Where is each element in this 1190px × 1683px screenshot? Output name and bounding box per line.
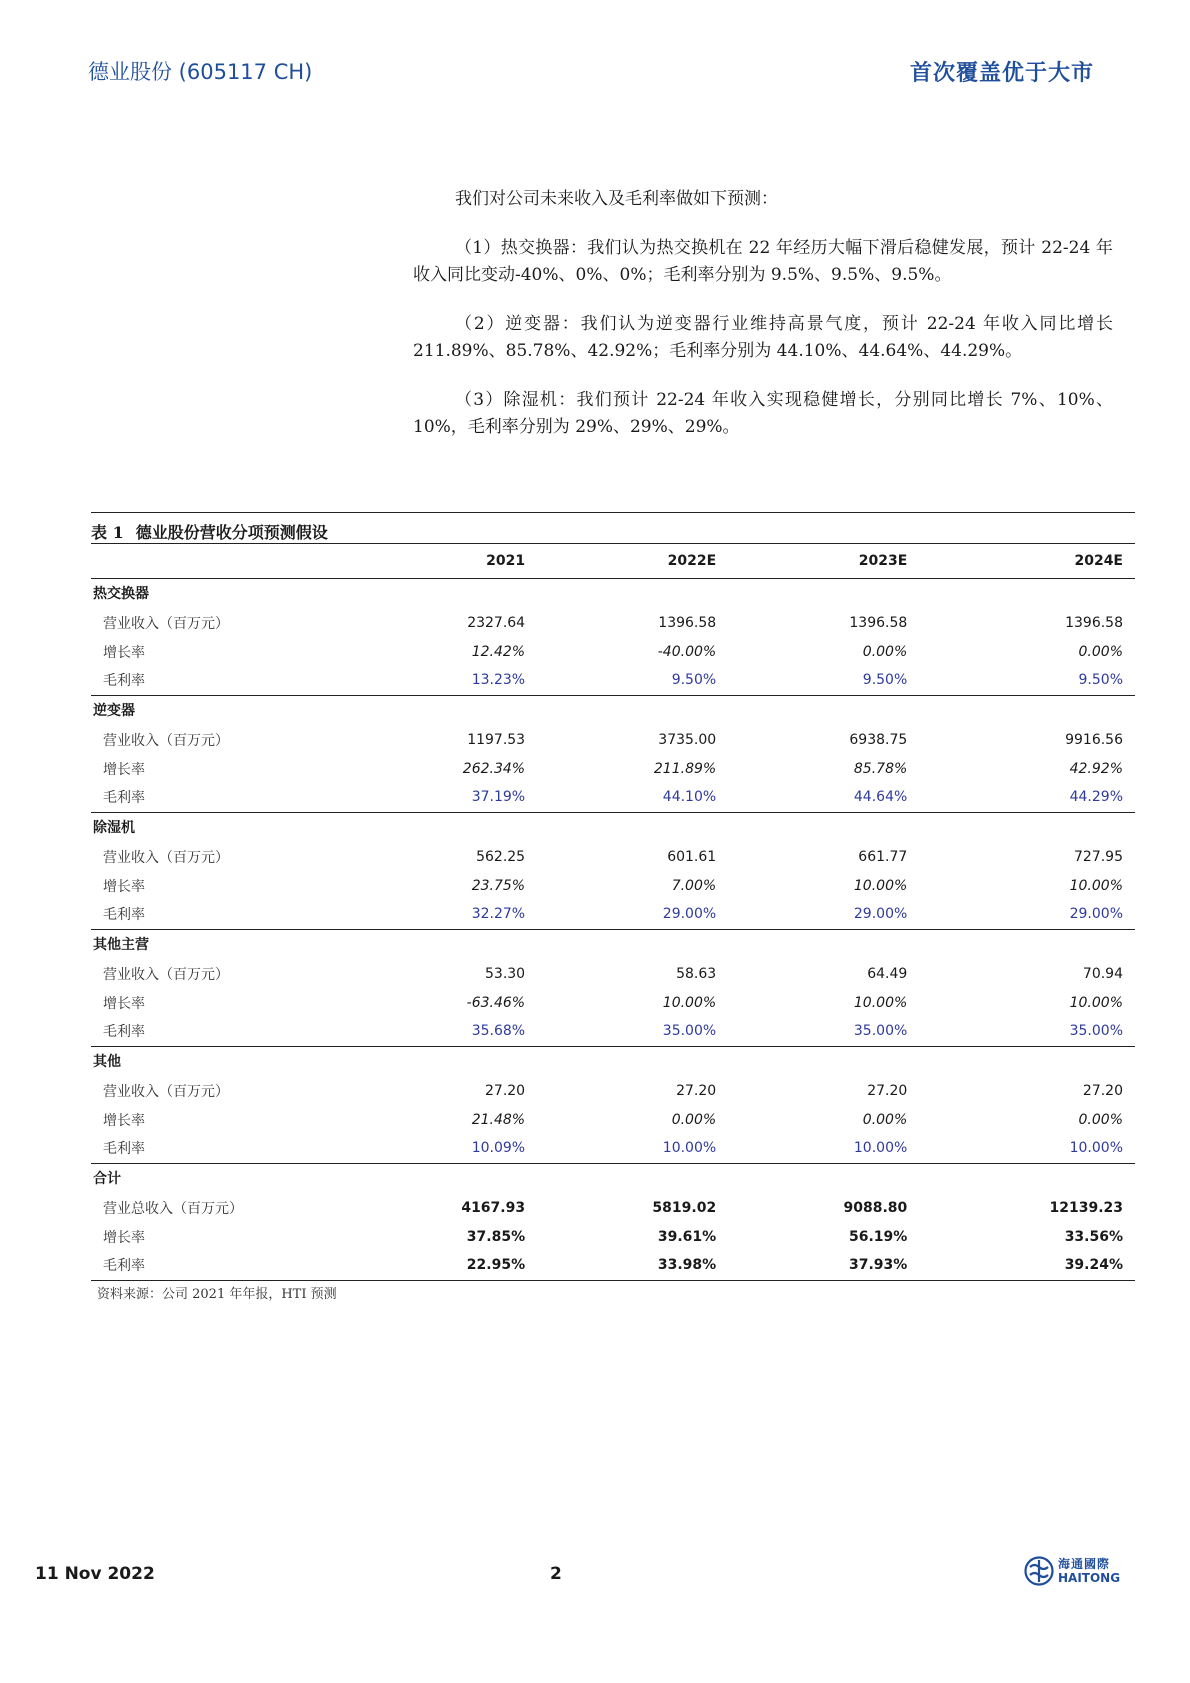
table-cell: 12.42% <box>471 643 526 660</box>
table-cell: 0.00% <box>671 1111 717 1128</box>
table-cell: 9.50% <box>919 666 1135 695</box>
section-name: 热交换器 <box>93 586 149 603</box>
table-row <box>91 1193 1135 1222</box>
header-col-2023e: 2023E <box>858 552 908 569</box>
table-cell: 21.48% <box>471 1111 526 1128</box>
table-cell: 44.10% <box>537 783 728 812</box>
header-col-2021: 2021 <box>486 552 526 569</box>
table-cell: 39.24% <box>919 1251 1135 1280</box>
row-label: 毛利率 <box>91 783 346 812</box>
header-blank <box>91 544 346 578</box>
table-cell: 6938.75 <box>849 731 908 748</box>
haitong-logo-icon <box>1024 1556 1054 1586</box>
table-row <box>91 783 1135 812</box>
table-cell: 2327.64 <box>467 614 526 631</box>
table-cell: 27.20 <box>485 1082 526 1099</box>
table-cell: 10.00% <box>662 994 717 1011</box>
table-row <box>91 1134 1135 1163</box>
forecast-text <box>413 186 1113 463</box>
table-cell: 37.93% <box>728 1251 919 1280</box>
forecast-intro: 我们对公司未来收入及毛利率做如下预测： <box>455 189 778 209</box>
table-cell: 56.19% <box>848 1228 908 1245</box>
table-cell: 37.19% <box>346 783 537 812</box>
logo-text-en: HAITONG <box>1058 1571 1121 1585</box>
table-row <box>91 900 1135 929</box>
footer-date: 11 Nov 2022 <box>35 1564 155 1584</box>
haitong-logo <box>1024 1556 1120 1586</box>
row-label: 毛利率 <box>91 900 346 929</box>
table-title-text: 德业股份营收分项预测假设 <box>135 523 328 542</box>
table-cell: 53.30 <box>485 965 526 982</box>
table-row <box>91 1105 1135 1134</box>
table-cell: 9088.80 <box>843 1199 908 1216</box>
table-row <box>91 1222 1135 1251</box>
table-cell: -40.00% <box>657 643 717 660</box>
forecast-data-table <box>91 544 1135 1281</box>
table-cell: 0.00% <box>1078 1111 1123 1128</box>
table-cell: 10.09% <box>346 1134 537 1163</box>
table-cell: 10.00% <box>919 1134 1135 1163</box>
table-cell: 1197.53 <box>467 731 526 748</box>
table-cell: 4167.93 <box>461 1199 526 1216</box>
table-row <box>91 666 1135 695</box>
table-header-row <box>91 544 1135 578</box>
forecast-table <box>91 512 1135 1281</box>
table-cell: 33.56% <box>1064 1228 1123 1245</box>
row-label: 营业收入（百万元） <box>103 615 229 632</box>
section-header-row <box>91 1046 1135 1076</box>
table-cell: 42.92% <box>1069 760 1123 777</box>
section-name: 逆变器 <box>93 703 135 720</box>
table-cell: 85.78% <box>853 760 908 777</box>
table-cell: 262.34% <box>462 760 526 777</box>
table-cell: 10.00% <box>1069 994 1123 1011</box>
row-label: 营业收入（百万元） <box>103 732 229 749</box>
table-row <box>91 608 1135 637</box>
table-cell: 70.94 <box>1082 965 1123 982</box>
table-cell: 1396.58 <box>658 614 717 631</box>
row-label: 毛利率 <box>91 1134 346 1163</box>
row-label: 增长率 <box>103 1112 145 1129</box>
row-label: 增长率 <box>103 644 145 661</box>
row-label: 营业收入（百万元） <box>103 1083 229 1100</box>
forecast-inverter: （2）逆变器：我们认为逆变器行业维持高景气度，预计 22-24 年收入同比增长 211.89%、85.78%、42.92%；毛利率分别为 44.10%、44.64%、44.29%。 <box>413 314 1113 361</box>
section-header-row <box>91 929 1135 959</box>
table-cell: 9916.56 <box>1065 731 1123 748</box>
header-col-2024e: 2024E <box>1074 552 1123 569</box>
table-cell: 35.00% <box>919 1017 1135 1046</box>
table-cell: 7.00% <box>671 877 717 894</box>
table-row <box>91 1017 1135 1046</box>
table-cell: -63.46% <box>466 994 526 1011</box>
forecast-heat-exchanger: （1）热交换器：我们认为热交换机在 22 年经历大幅下滑后稳健发展，预计 22-24 年收入同比变动-40%、0%、0%；毛利率分别为 9.5%、9.5%、9.5%。 <box>413 238 1113 285</box>
table-cell: 44.29% <box>919 783 1135 812</box>
table-cell: 27.20 <box>676 1082 717 1099</box>
row-label: 增长率 <box>103 995 145 1012</box>
table-cell: 5819.02 <box>652 1199 717 1216</box>
table-cell: 1396.58 <box>849 614 908 631</box>
table-cell: 10.00% <box>853 994 908 1011</box>
table-cell: 10.00% <box>537 1134 728 1163</box>
table-cell: 32.27% <box>346 900 537 929</box>
section-header-row <box>91 812 1135 842</box>
table-row <box>91 754 1135 783</box>
table-cell: 29.00% <box>919 900 1135 929</box>
table-cell: 0.00% <box>1078 643 1123 660</box>
table-cell: 211.89% <box>653 760 717 777</box>
table-cell: 39.61% <box>657 1228 717 1245</box>
table-cell: 58.63 <box>676 965 717 982</box>
table-cell: 10.00% <box>728 1134 919 1163</box>
section-name: 其他主营 <box>93 937 149 954</box>
table-row <box>91 988 1135 1017</box>
row-label: 营业收入（百万元） <box>103 849 229 866</box>
row-label: 增长率 <box>103 878 145 895</box>
table-cell: 0.00% <box>862 1111 908 1128</box>
table-cell: 44.64% <box>728 783 919 812</box>
table-cell: 9.50% <box>728 666 919 695</box>
row-label: 增长率 <box>103 761 145 778</box>
table-row <box>91 637 1135 666</box>
table-cell: 27.20 <box>1082 1082 1123 1099</box>
table-row <box>91 725 1135 754</box>
table-cell: 23.75% <box>471 877 526 894</box>
table-cell: 29.00% <box>728 900 919 929</box>
table-cell: 1396.58 <box>1065 614 1123 631</box>
table-cell: 22.95% <box>346 1251 537 1280</box>
table-cell: 562.25 <box>476 848 526 865</box>
table-title <box>91 512 1135 544</box>
table-cell: 35.00% <box>728 1017 919 1046</box>
header-rating: 首次覆盖优于大市 <box>909 61 1094 86</box>
logo-text-cn: 海通國際 <box>1058 1557 1111 1571</box>
section-header-row <box>91 1163 1135 1193</box>
forecast-dehumidifier: （3）除湿机：我们预计 22-24 年收入实现稳健增长，分别同比增长 7%、10%、10%，毛利率分别为 29%、29%、29%。 <box>413 390 1113 437</box>
row-label: 毛利率 <box>91 1251 346 1280</box>
table-cell: 64.49 <box>867 965 908 982</box>
table-cell: 35.68% <box>346 1017 537 1046</box>
table-cell: 10.00% <box>1069 877 1123 894</box>
table-row <box>91 1076 1135 1105</box>
table-row <box>91 871 1135 900</box>
row-label: 增长率 <box>103 1229 145 1246</box>
table-cell: 29.00% <box>537 900 728 929</box>
row-label: 营业总收入（百万元） <box>103 1200 243 1217</box>
table-cell: 9.50% <box>537 666 728 695</box>
section-name: 除湿机 <box>93 820 135 837</box>
table-source: 资料来源：公司 2021 年年报，HTI 预测 <box>97 1287 337 1302</box>
table-cell: 37.85% <box>466 1228 526 1245</box>
table-cell: 3735.00 <box>658 731 717 748</box>
row-label: 毛利率 <box>91 1017 346 1046</box>
table-row <box>91 1251 1135 1280</box>
table-cell: 727.95 <box>1074 848 1123 865</box>
table-cell: 0.00% <box>862 643 908 660</box>
section-name: 其他 <box>93 1054 121 1071</box>
table-cell: 10.00% <box>853 877 908 894</box>
table-cell: 661.77 <box>858 848 908 865</box>
header-company: 德业股份 (605117 CH) <box>88 60 313 84</box>
table-cell: 13.23% <box>346 666 537 695</box>
footer-page-number: 2 <box>550 1564 562 1584</box>
table-row <box>91 959 1135 988</box>
table-row <box>91 842 1135 871</box>
table-cell: 12139.23 <box>1049 1199 1123 1216</box>
row-label: 营业收入（百万元） <box>103 966 229 983</box>
section-header-row <box>91 695 1135 725</box>
section-name: 合计 <box>93 1171 121 1188</box>
table-cell: 27.20 <box>867 1082 908 1099</box>
header-col-2022e: 2022E <box>667 552 717 569</box>
table-cell: 35.00% <box>537 1017 728 1046</box>
table-number: 表 1 <box>91 523 124 542</box>
table-cell: 33.98% <box>537 1251 728 1280</box>
section-header-row <box>91 578 1135 608</box>
row-label: 毛利率 <box>91 666 346 695</box>
table-cell: 601.61 <box>667 848 717 865</box>
